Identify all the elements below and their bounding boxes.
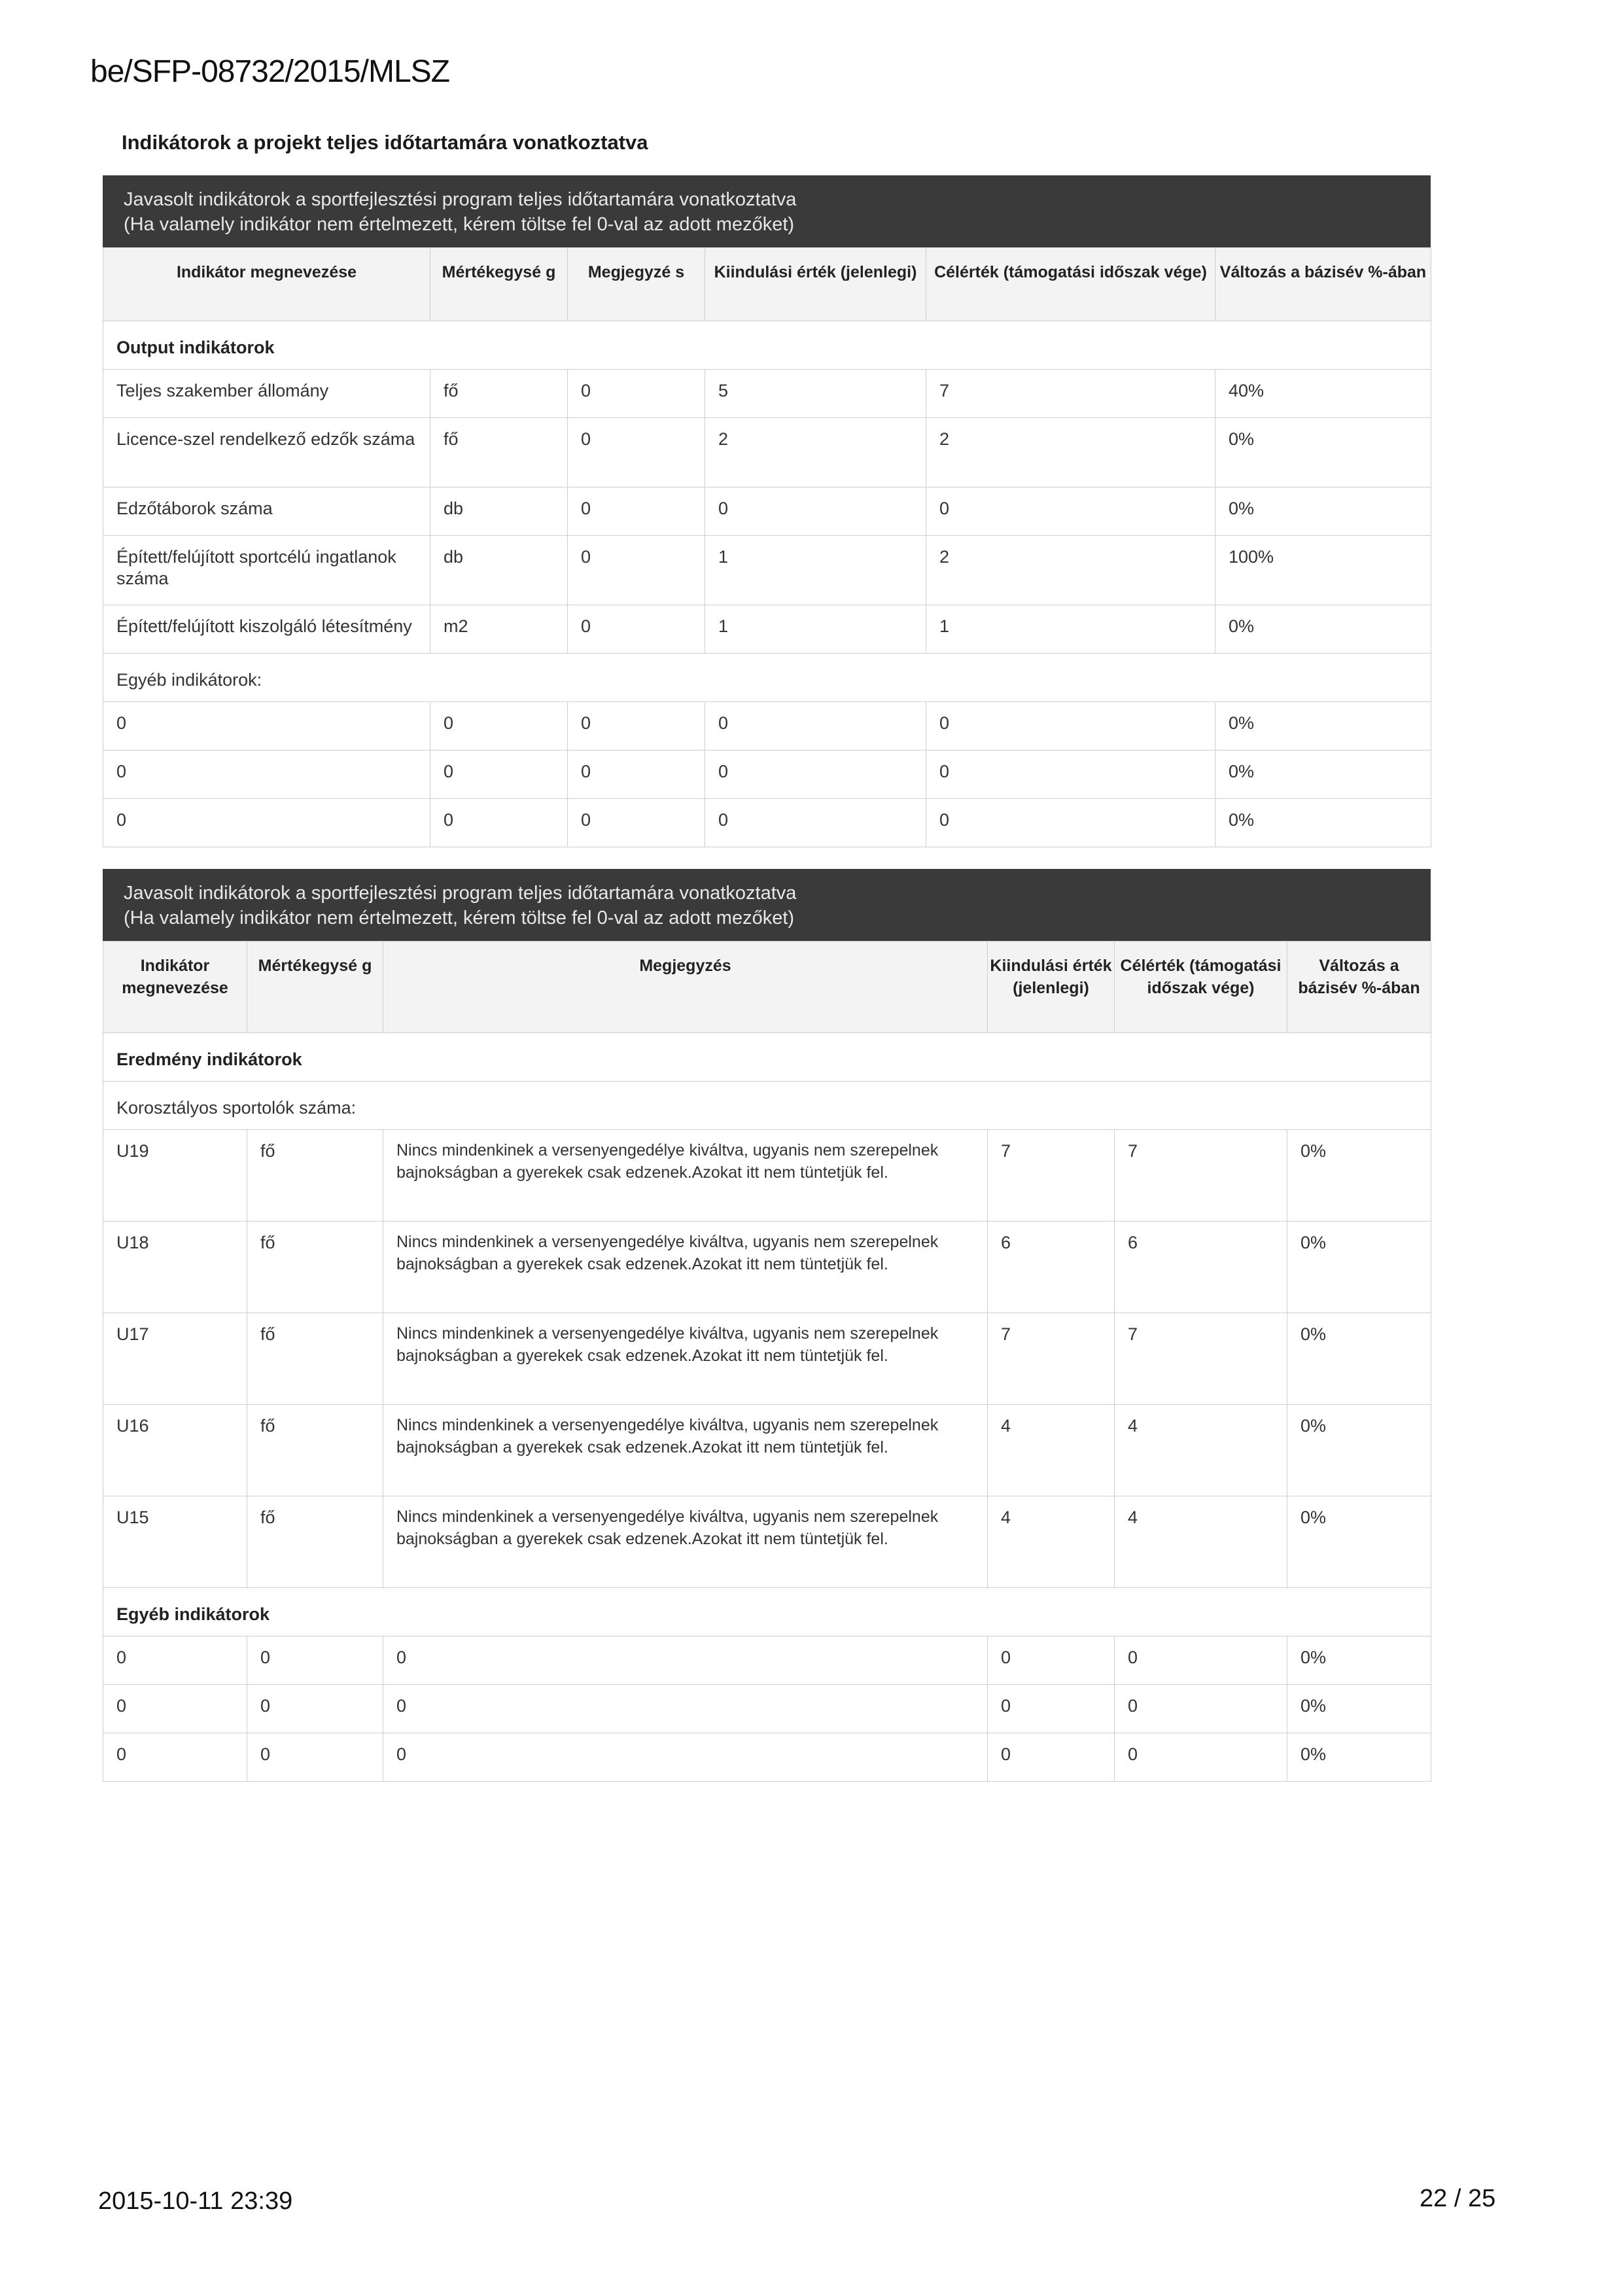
group-row (103, 1082, 1431, 1130)
table-row (103, 799, 1431, 847)
group-row (103, 1588, 1431, 1636)
header-note: Megjegyzés (383, 942, 988, 1033)
cell-change-percent: 0% (1300, 1648, 1327, 1667)
cell-note: 0 (581, 713, 591, 733)
table-row (103, 1496, 1431, 1588)
cell-target-value: 2 (939, 547, 950, 567)
cell-unit: fő (260, 1416, 275, 1436)
cell-indicator-name: 0 (116, 1744, 127, 1764)
output-indicators-table (103, 247, 1431, 847)
cell-indicator-name: 0 (116, 810, 127, 830)
cell-change-percent: 0% (1300, 1696, 1327, 1716)
cell-target-value: 0 (939, 762, 950, 781)
table-row (103, 370, 1431, 418)
cell-unit: m2 (444, 616, 468, 636)
cell-change-percent: 40% (1229, 381, 1265, 400)
cell-indicator-name: Edzőtáborok száma (116, 499, 273, 518)
cell-target-value: 7 (939, 381, 950, 400)
cell-start-value: 0 (1001, 1648, 1011, 1667)
age-group-rows (103, 1130, 1431, 1588)
table1-banner (103, 175, 1431, 247)
table-row (103, 605, 1431, 654)
cell-target-value: 4 (1128, 1416, 1138, 1436)
cell-change-percent: 0% (1229, 429, 1255, 449)
cell-change-percent: 0% (1300, 1744, 1327, 1764)
cell-note: Nincs mindenkinek a versenyengedélye kiváltva, ugyanis nem szerepelnek bajnokságban a gyerekek csak edzenek.Azokat itt nem tüntetjük fel. (396, 1508, 939, 1548)
cell-unit: fő (444, 381, 459, 400)
cell-note: 0 (396, 1648, 407, 1667)
document-id: be/SFP-08732/2015/MLSZ (90, 54, 450, 89)
table-row (103, 1636, 1431, 1685)
cell-note: Nincs mindenkinek a versenyengedélye kiváltva, ugyanis nem szerepelnek bajnokságban a gyerekek csak edzenek.Azokat itt nem tüntetjük fel. (396, 1233, 939, 1273)
other-indicators-label: Egyéb indikátorok: (116, 670, 262, 690)
cell-change-percent: 0% (1300, 1508, 1327, 1527)
section-title: Indikátorok a projekt teljes időtartamára vonatkoztatva (122, 131, 648, 154)
cell-unit: fő (260, 1508, 275, 1527)
result-indicators-table (103, 941, 1431, 1782)
cell-target-value: 0 (1128, 1744, 1138, 1764)
cell-start-value: 0 (718, 810, 729, 830)
table-row (103, 1733, 1431, 1782)
cell-start-value: 1 (718, 616, 729, 636)
group-row (103, 1033, 1431, 1082)
cell-start-value: 0 (1001, 1696, 1011, 1716)
cell-unit: 0 (260, 1648, 271, 1667)
cell-indicator-name: U17 (116, 1324, 149, 1344)
cell-unit: fő (444, 429, 459, 449)
header-change-percent: Változás a bázisév %-ában (1215, 248, 1431, 321)
cell-start-value: 0 (718, 762, 729, 781)
cell-note: 0 (581, 810, 591, 830)
cell-target-value: 1 (939, 616, 950, 636)
group-row (103, 654, 1431, 702)
output-rows (103, 370, 1431, 654)
table-row (103, 751, 1431, 799)
cell-change-percent: 0% (1300, 1233, 1327, 1252)
table-header-row (103, 942, 1431, 1033)
cell-indicator-name: 0 (116, 762, 127, 781)
output-indicators-block (103, 175, 1431, 847)
cell-target-value: 0 (1128, 1648, 1138, 1667)
cell-change-percent: 100% (1229, 547, 1274, 567)
cell-unit: 0 (444, 713, 454, 733)
table-row (103, 1685, 1431, 1733)
header-note: Megjegyzé s (568, 248, 705, 321)
table-row (103, 1222, 1431, 1313)
cell-target-value: 2 (939, 429, 950, 449)
cell-note: 0 (581, 547, 591, 567)
print-timestamp: 2015-10-11 23:39 (98, 2187, 293, 2215)
cell-indicator-name: U16 (116, 1416, 149, 1436)
cell-unit: db (444, 499, 464, 518)
cell-note: Nincs mindenkinek a versenyengedélye kiváltva, ugyanis nem szerepelnek bajnokságban a gyerekek csak edzenek.Azokat itt nem tüntetjük fel. (396, 1416, 939, 1457)
cell-target-value: 0 (939, 499, 950, 518)
cell-indicator-name: Épített/felújított sportcélú ingatlanok száma (116, 547, 396, 588)
cell-change-percent: 0% (1229, 762, 1255, 781)
group-row (103, 321, 1431, 370)
cell-start-value: 2 (718, 429, 729, 449)
other-indicators-label: Egyéb indikátorok (116, 1604, 270, 1624)
cell-target-value: 0 (1128, 1696, 1138, 1716)
cell-target-value: 0 (939, 713, 950, 733)
cell-change-percent: 0% (1229, 616, 1255, 636)
cell-indicator-name: 0 (116, 1648, 127, 1667)
page-number: 22 / 25 (1420, 2185, 1496, 2212)
cell-target-value: 6 (1128, 1233, 1138, 1252)
cell-change-percent: 0% (1229, 499, 1255, 518)
cell-start-value: 0 (718, 499, 729, 518)
cell-note: 0 (396, 1696, 407, 1716)
result-indicators-block (103, 869, 1431, 1782)
cell-indicator-name: 0 (116, 713, 127, 733)
age-group-label: Korosztályos sportolók száma: (116, 1098, 357, 1118)
table-row (103, 1313, 1431, 1405)
header-start-value: Kiindulási érték (jelenlegi) (705, 248, 926, 321)
cell-start-value: 0 (1001, 1744, 1011, 1764)
table-row (103, 702, 1431, 751)
table-row (103, 418, 1431, 487)
header-indicator-name: Indikátor megnevezése (103, 942, 247, 1033)
header-target-value: Célérték (támogatási időszak vége) (1115, 942, 1287, 1033)
cell-start-value: 4 (1001, 1508, 1011, 1527)
cell-unit: db (444, 547, 464, 567)
cell-target-value: 0 (939, 810, 950, 830)
cell-indicator-name: Teljes szakember állomány (116, 381, 329, 400)
table-row (103, 536, 1431, 605)
cell-target-value: 7 (1128, 1324, 1138, 1344)
cell-note: Nincs mindenkinek a versenyengedélye kiváltva, ugyanis nem szerepelnek bajnokságban a gyerekek csak edzenek.Azokat itt nem tüntetjük fel. (396, 1141, 939, 1182)
table-row (103, 1130, 1431, 1222)
cell-start-value: 0 (718, 713, 729, 733)
cell-change-percent: 0% (1300, 1324, 1327, 1344)
cell-unit: fő (260, 1141, 275, 1161)
table-row (103, 487, 1431, 536)
cell-start-value: 5 (718, 381, 729, 400)
cell-unit: fő (260, 1233, 275, 1252)
cell-start-value: 4 (1001, 1416, 1011, 1436)
table2-banner (103, 869, 1431, 941)
header-unit: Mértékegysé g (247, 942, 383, 1033)
cell-unit: 0 (444, 762, 454, 781)
cell-note: Nincs mindenkinek a versenyengedélye kiváltva, ugyanis nem szerepelnek bajnokságban a gyerekek csak edzenek.Azokat itt nem tüntetjük fel. (396, 1324, 939, 1365)
cell-unit: 0 (260, 1744, 271, 1764)
cell-note: 0 (581, 429, 591, 449)
cell-note: 0 (581, 381, 591, 400)
cell-change-percent: 0% (1229, 713, 1255, 733)
cell-change-percent: 0% (1300, 1416, 1327, 1436)
cell-start-value: 7 (1001, 1324, 1011, 1344)
banner-line-1: Javasolt indikátorok a sportfejlesztési program teljes időtartamára vonatkoztatva (124, 189, 797, 210)
table-header-row (103, 248, 1431, 321)
other-rows (103, 702, 1431, 847)
cell-note: 0 (581, 499, 591, 518)
cell-note: 0 (581, 762, 591, 781)
banner-line-1: Javasolt indikátorok a sportfejlesztési program teljes időtartamára vonatkoztatva (124, 883, 797, 904)
cell-indicator-name: Licence-szel rendelkező edzők száma (116, 429, 415, 449)
table-row (103, 1405, 1431, 1496)
cell-start-value: 1 (718, 547, 729, 567)
cell-indicator-name: Épített/felújított kiszolgáló létesítmény (116, 616, 412, 636)
cell-indicator-name: U18 (116, 1233, 149, 1252)
cell-unit: 0 (260, 1696, 271, 1716)
other-rows (103, 1636, 1431, 1782)
cell-start-value: 7 (1001, 1141, 1011, 1161)
banner-line-2: (Ha valamely indikátor nem értelmezett, kérem töltse fel 0-val az adott mezőket) (124, 908, 795, 928)
cell-change-percent: 0% (1229, 810, 1255, 830)
cell-indicator-name: U15 (116, 1508, 149, 1527)
cell-indicator-name: U19 (116, 1141, 149, 1161)
header-target-value: Célérték (támogatási időszak vége) (926, 248, 1215, 321)
cell-unit: fő (260, 1324, 275, 1344)
header-indicator-name: Indikátor megnevezése (103, 248, 430, 321)
cell-note: 0 (396, 1744, 407, 1764)
header-start-value: Kiindulási érték (jelenlegi) (988, 942, 1115, 1033)
cell-unit: 0 (444, 810, 454, 830)
cell-indicator-name: 0 (116, 1696, 127, 1716)
result-indicators-label: Eredmény indikátorok (116, 1050, 302, 1069)
cell-start-value: 6 (1001, 1233, 1011, 1252)
header-change-percent: Változás a bázisév %-ában (1287, 942, 1431, 1033)
cell-target-value: 7 (1128, 1141, 1138, 1161)
cell-target-value: 4 (1128, 1508, 1138, 1527)
header-unit: Mértékegysé g (430, 248, 568, 321)
output-indicators-label: Output indikátorok (116, 338, 275, 357)
cell-note: 0 (581, 616, 591, 636)
banner-line-2: (Ha valamely indikátor nem értelmezett, kérem töltse fel 0-val az adott mezőket) (124, 214, 795, 235)
cell-change-percent: 0% (1300, 1141, 1327, 1161)
